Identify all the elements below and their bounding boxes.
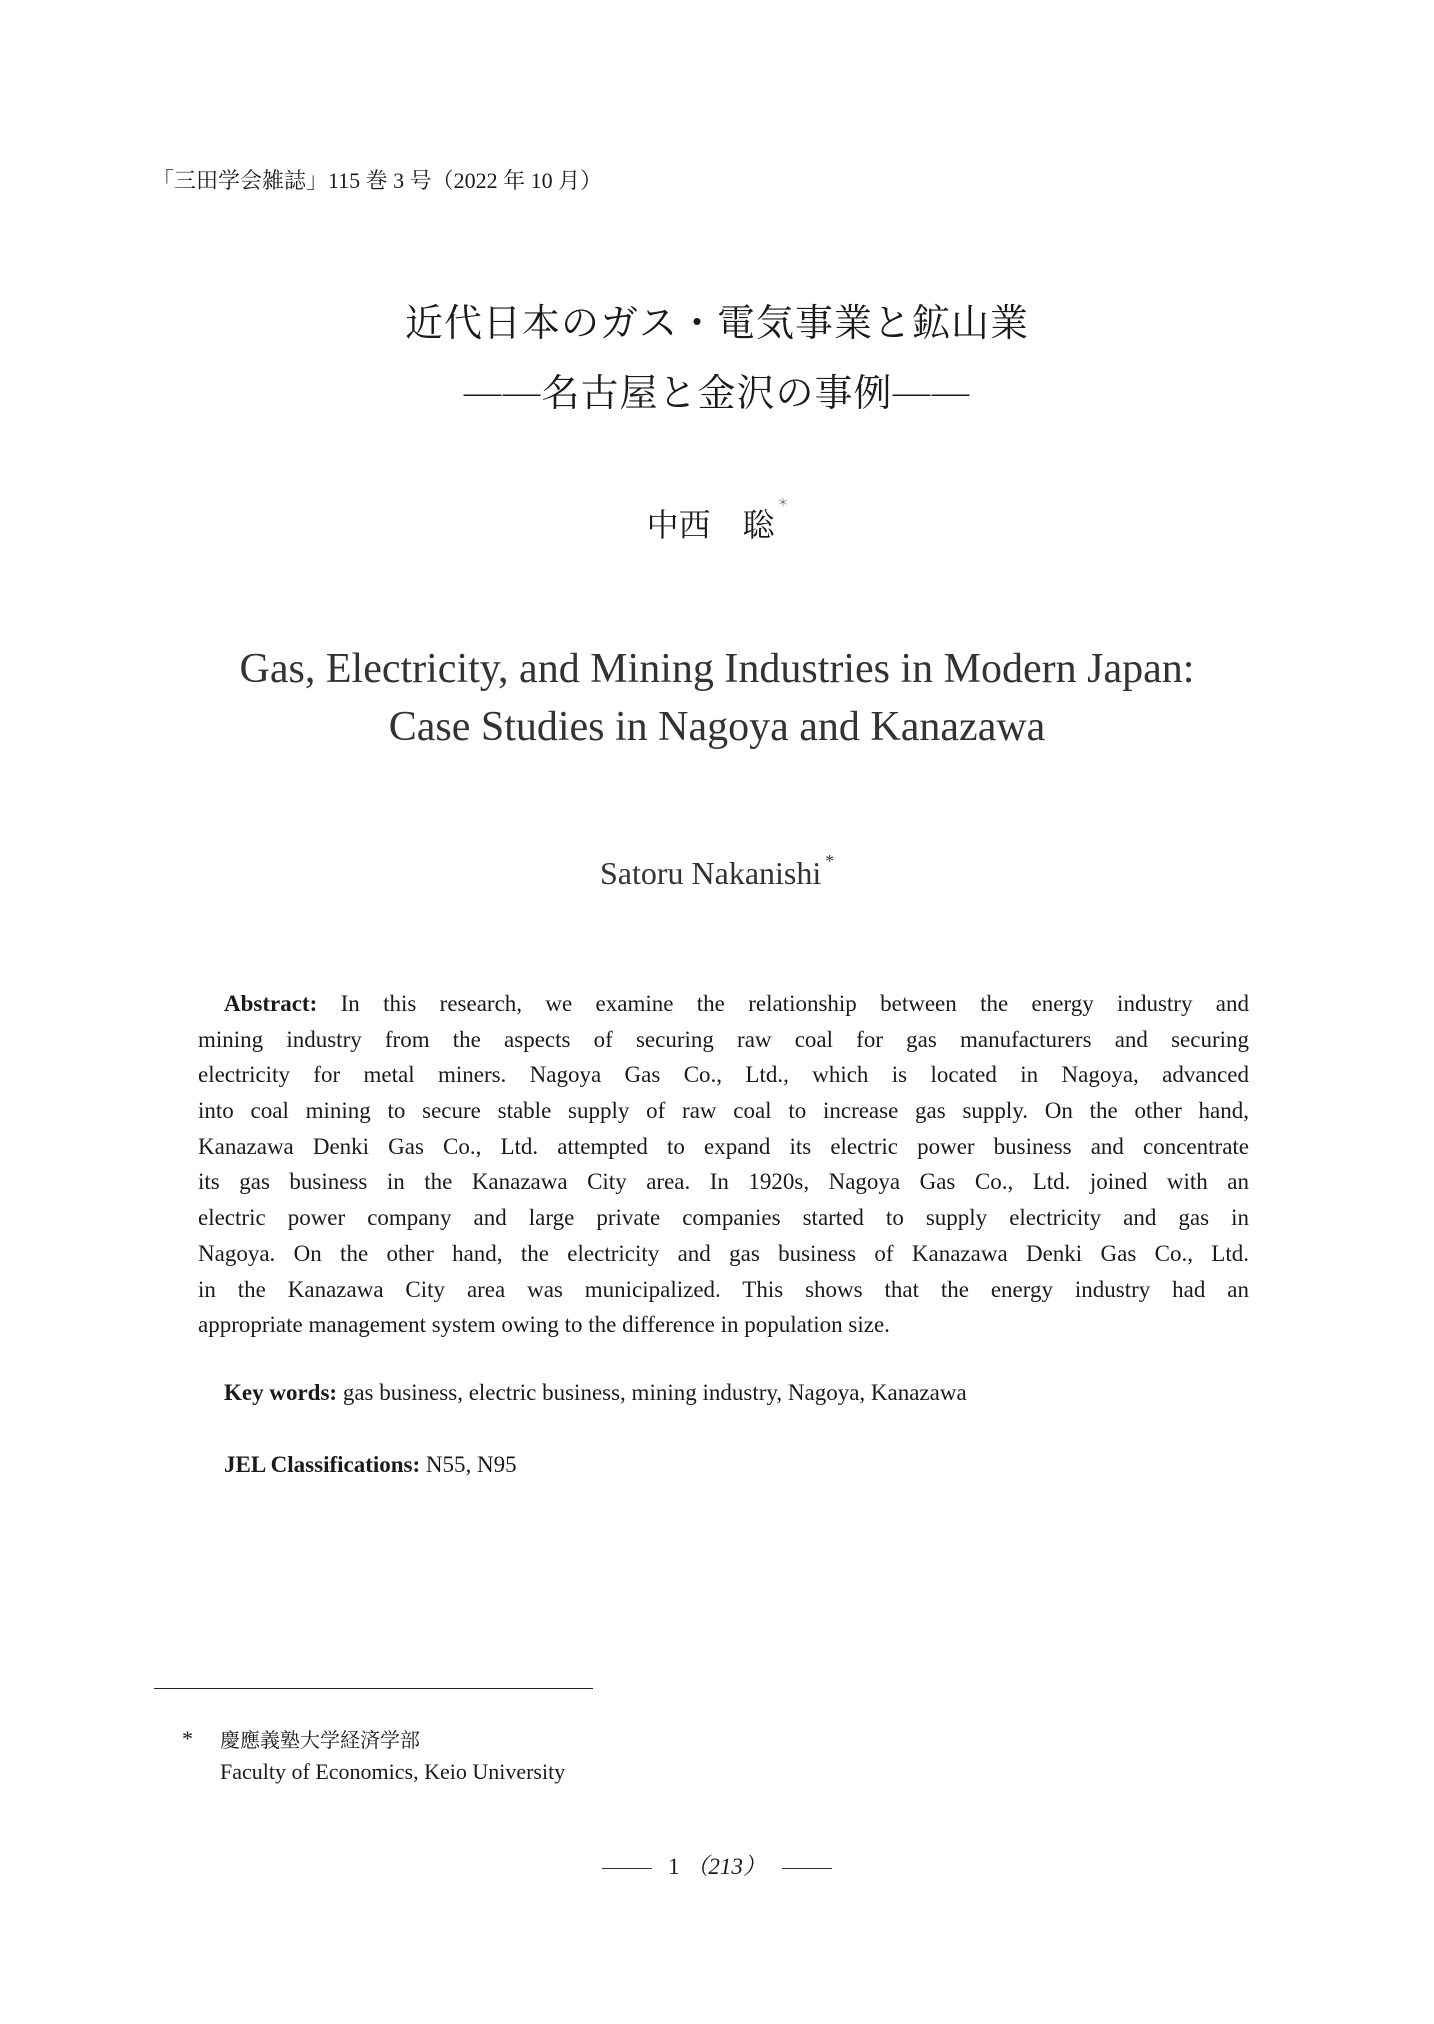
abstract-line: appropriate management system owing to the difference in population size. xyxy=(198,1312,890,1338)
jel-classifications: JEL Classifications: N55, N95 xyxy=(224,1452,517,1477)
english-title-line2: Case Studies in Nagoya and Kanazawa xyxy=(388,704,1046,750)
japanese-title-line1: 近代日本のガス・電気事業と鉱山業 xyxy=(404,301,1029,345)
page-number: 1 （213） xyxy=(0,1848,1434,1881)
footnote-affiliation-ja: 慶應義塾大学経済学部 xyxy=(220,1728,420,1752)
abstract-line: Abstract: In this research, we examine the relationship between the energy industry and xyxy=(224,991,1249,1016)
japanese-title-line2: ――名古屋と金沢の事例―― xyxy=(463,371,971,415)
abstract-line: in the Kanazawa City area was municipalized. This shows that the energy industry had an xyxy=(198,1276,1249,1302)
english-title-line1: Gas, Electricity, and Mining Industries in Modern Japan: xyxy=(239,646,1195,692)
abstract xyxy=(198,986,1249,1343)
journal-citation: 「三田学会雑誌」115 巻 3 号（2022 年 10 月） xyxy=(152,168,603,193)
footnote-rule xyxy=(154,1688,593,1689)
author-name-ja: 中西 聡 xyxy=(646,506,775,544)
japanese-author xyxy=(0,496,1434,546)
abstract-line: Nagoya. On the other hand, the electricity and gas business of Kanazawa Denki Gas Co., Ltd. xyxy=(198,1240,1249,1266)
footnote-affiliation-en: Faculty of Economics, Keio University xyxy=(220,1759,566,1784)
keywords: Key words: gas business, electric business, mining industry, Nagoya, Kanazawa xyxy=(224,1380,967,1405)
abstract-label: Abstract: xyxy=(224,991,318,1016)
footnote-mark: * xyxy=(182,1726,193,1751)
dash-decoration xyxy=(782,1868,832,1869)
dash-decoration xyxy=(602,1868,652,1869)
english-author xyxy=(0,851,1434,892)
author-footnote-mark: * xyxy=(778,496,788,516)
abstract-line: its gas business in the Kanazawa City area. In 1920s, Nagoya Gas Co., Ltd. joined with an xyxy=(198,1169,1249,1195)
author-name-en: Satoru Nakanishi xyxy=(599,855,822,891)
abstract-line: into coal mining to secure stable supply of raw coal to increase gas supply. On the other hand, xyxy=(198,1098,1249,1124)
abstract-line: electricity for metal miners. Nagoya Gas Co., Ltd., which is located in Nagoya, advanced xyxy=(198,1062,1249,1088)
abstract-line: mining industry from the aspects of securing raw coal for gas manufacturers and securing xyxy=(198,1026,1249,1052)
author-footnote-mark: * xyxy=(825,851,835,871)
abstract-line: electric power company and large private companies started to supply electricity and gas in xyxy=(198,1205,1249,1231)
abstract-line: Kanazawa Denki Gas Co., Ltd. attempted to expand its electric power business and concentrate xyxy=(198,1133,1249,1159)
